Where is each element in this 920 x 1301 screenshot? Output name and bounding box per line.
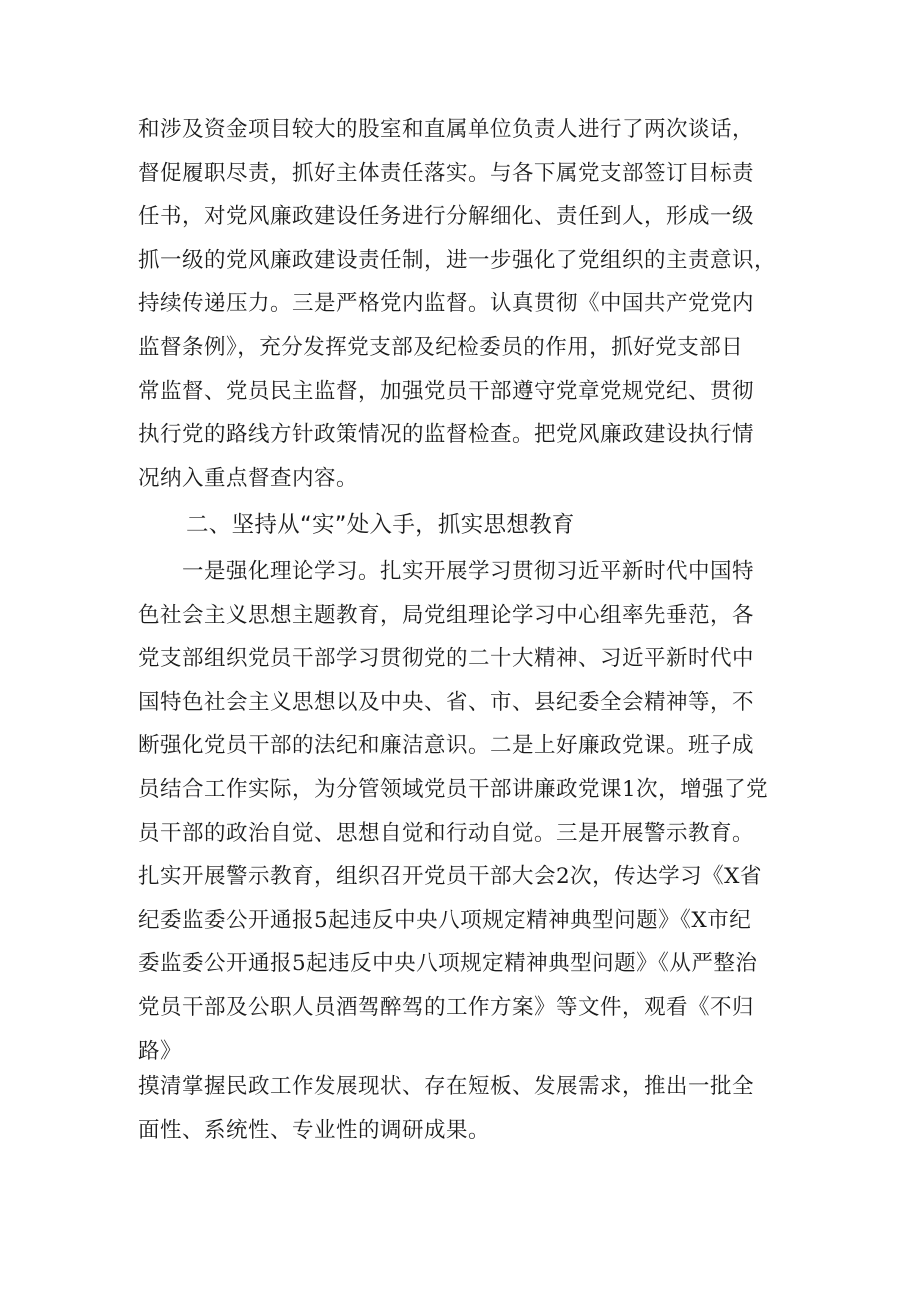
text-line: 一是强化理论学习。扎实开展学习贯彻习近平新时代中国特 [182,559,755,584]
text-line: 抓一级的党风廉政建设责任制，进一步强化了党组织的主责意识， [138,247,777,273]
text-line: 执行党的路线方针政策情况的监督检查。把党风廉政建设执行情 [138,422,755,448]
text-line: 国特色社会主义思想以及中央、省、市、县纪委全会精神等，不 [138,689,755,715]
text-line: 任书，对党风廉政建设任务进行分解细化、责任到人，形成一级 [138,204,755,230]
text-line: 和涉及资金项目较大的股室和直属单位负责人进行了两次谈话， [138,117,755,142]
text-line: 监督条例》，充分发挥党支部及纪检委员的作用，抓好党支部日 [138,334,744,360]
text-line: 摸清掌握民政工作发展现状、存在短板、发展需求，推出一批全 [138,1074,755,1099]
text-line: 扎实开展警示教育，组织召开党员干部大会2次，传达学习《X省 [138,864,762,890]
text-line: 路》 [138,1038,183,1064]
text-line: 党员干部及公职人员酒驾醉驾的工作方案》等文件，观看《不归 [138,994,755,1020]
text-line: 色社会主义思想主题教育，局党组理论学习中心组率先垂范，各 [138,602,755,628]
section-heading: 二、坚持从“实”处入手，抓实思想教育 [186,512,575,538]
text-line: 持续传递压力。三是严格党内监督。认真贯彻《中国共产党党内 [138,291,755,317]
text-line: 断强化党员干部的法纪和廉洁意识。二是上好廉政党课。班子成 [138,733,755,759]
text-line: 党支部组织党员干部学习贯彻党的二十大精神、习近平新时代中 [138,646,755,672]
text-line: 员结合工作实际，为分管领域党员干部讲廉政党课1次，增强了党 [138,776,769,802]
paragraph-supervision [138,108,800,500]
text-line: 委监委公开通报5起违反中央八项规定精神典型问题》《从严整治 [138,951,758,977]
paragraph-education [138,550,800,1073]
text-line: 面性、系统性、专业性的调研成果。 [138,1117,491,1143]
text-line: 纪委监委公开通报5起违反中央八项规定精神典型问题》《X市纪 [138,907,752,933]
paragraph-research [138,1065,800,1152]
text-line: 况纳入重点督查内容。 [138,465,359,491]
text-line: 督促履职尽责，抓好主体责任落实。与各下属党支部签订目标责 [138,160,755,186]
text-line: 员干部的政治自觉、思想自觉和行动自觉。三是开展警示教育。 [138,820,755,846]
text-line: 常监督、党员民主监督，加强党员干部遵守党章党规党纪、贯彻 [138,378,755,404]
